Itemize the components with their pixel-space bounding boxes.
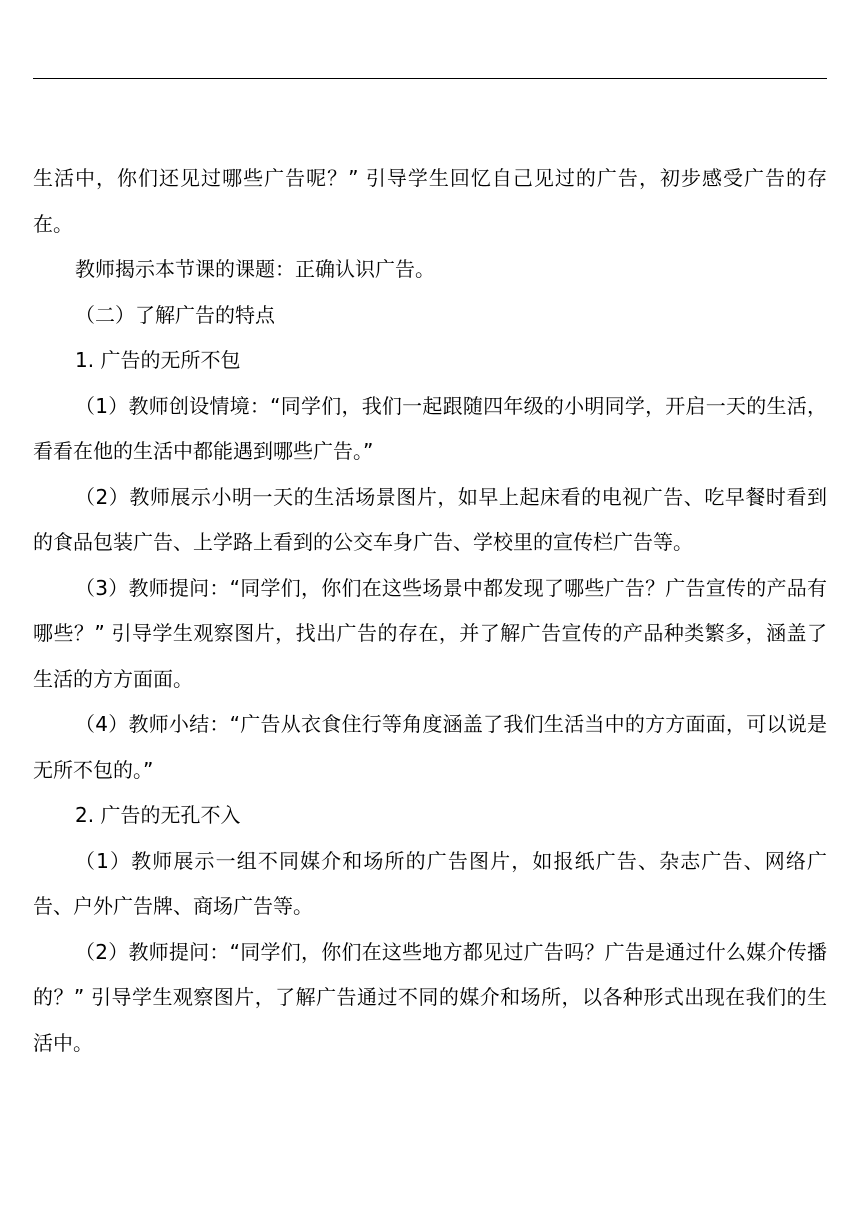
paragraph: （3）教师提问：“同学们，你们在这些场景中都发现了哪些广告？广告宣传的产品有哪些？” 引导学生观察图片，找出广告的存在，并了解广告宣传的产品种类繁多，涵盖了生活的方方面面。 (33, 575, 827, 691)
paragraph: 教师揭示本节课的课题：正确认识广告。 (75, 257, 435, 281)
document-body (33, 156, 827, 1066)
paragraph: （4）教师小结：“广告从衣食住行等角度涵盖了我们生活当中的方方面面，可以说是无所不包的。” (33, 712, 827, 782)
section-heading: （二）了解广告的特点 (75, 302, 275, 327)
paragraph: 生活中，你们还见过哪些广告呢？” 引导学生回忆自己见过的广告，初步感受广告的存在。 (33, 166, 827, 236)
paragraph: （2）教师提问：“同学们，你们在这些地方都见过广告吗？广告是通过什么媒介传播的？” 引导学生观察图片，了解广告通过不同的媒介和场所，以各种形式出现在我们的生活中。 (33, 939, 827, 1055)
header-rule (33, 78, 827, 79)
subsection-heading: 2. 广告的无孔不入 (75, 803, 241, 827)
subsection-heading: 1. 广告的无所不包 (75, 348, 241, 372)
paragraph: （1）教师展示一组不同媒介和场所的广告图片，如报纸广告、杂志广告、网络广告、户外广告牌、商场广告等。 (33, 848, 827, 918)
paragraph: （1）教师创设情境：“同学们，我们一起跟随四年级的小明同学，开启一天的生活，看看在他的生活中都能遇到哪些广告。” (33, 393, 827, 463)
paragraph: （2）教师展示小明一天的生活场景图片，如早上起床看的电视广告、吃早餐时看到的食品包装广告、上学路上看到的公交车身广告、学校里的宣传栏广告等。 (33, 484, 827, 554)
